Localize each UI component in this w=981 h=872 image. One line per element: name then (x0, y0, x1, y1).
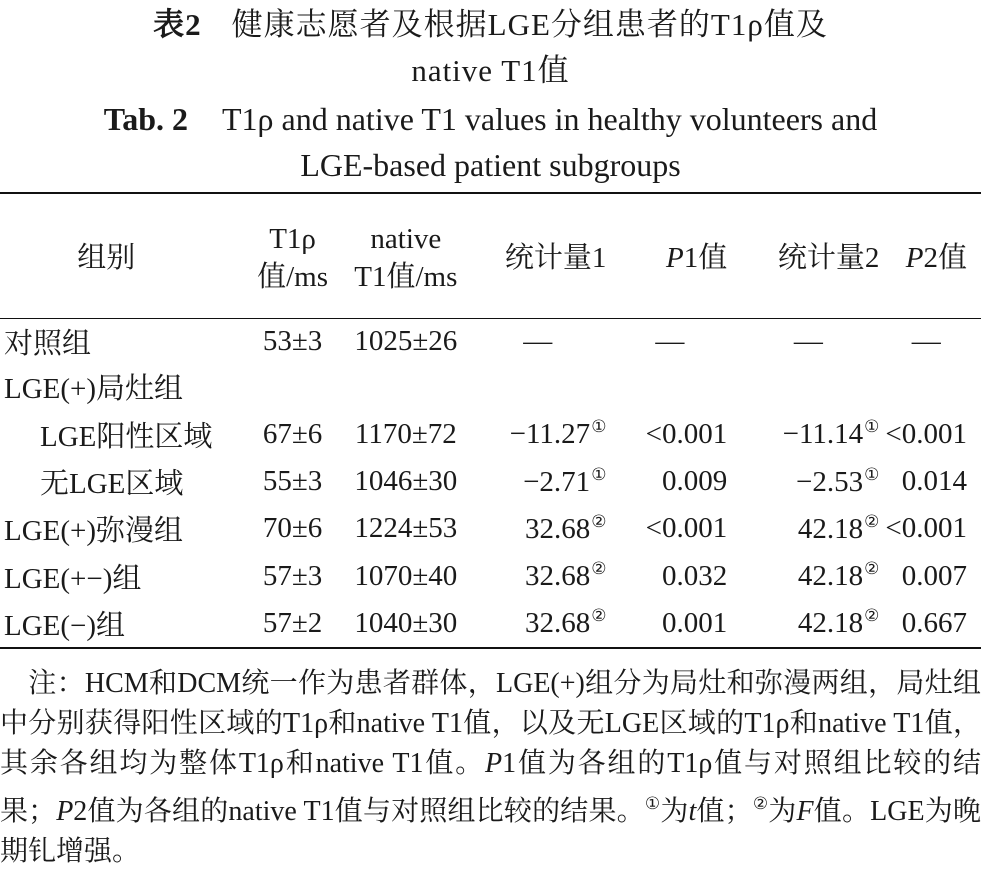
cell-native: 1046±30 (354, 465, 458, 498)
cell-stat1: — (523, 325, 553, 358)
note-part-e: 值； (696, 796, 753, 827)
cell-p1: <0.001 (645, 417, 728, 450)
header-group: 组别 (77, 242, 136, 274)
cell-p2: <0.001 (885, 417, 967, 450)
cell-stat1-value: 32.68 (524, 607, 591, 640)
header-p2-rest: 2值 (923, 242, 967, 274)
footnote-mark: ① (864, 417, 880, 437)
cell-p1: 0.001 (662, 606, 728, 639)
note-p1-italic: P (485, 748, 503, 779)
header-p2-italic: P (905, 242, 924, 274)
cell-t1rho: 70±6 (262, 512, 323, 545)
cell-p2: <0.001 (885, 512, 967, 545)
note-mark-1: ① (644, 794, 661, 813)
table-row-lge-positive-region (0, 411, 981, 458)
cell-t1rho: 57±3 (262, 559, 323, 592)
cell-t1rho: 55±3 (262, 465, 323, 498)
cell-native: 1070±40 (354, 559, 458, 592)
table-note (0, 664, 981, 872)
note-part-g: 值。LGE为晚期钆增强。 (0, 796, 981, 867)
footnote-mark: ② (864, 511, 880, 531)
cell-group-text: 无LGE区域 (40, 468, 184, 501)
header-p2 (885, 200, 981, 316)
header-p1-rest: 1值 (683, 242, 728, 274)
note-mark-2: ② (752, 794, 769, 813)
english-caption-text-1: T1ρ and native T1 values in healthy volunteers and (222, 101, 878, 137)
cell-stat2-value: −11.14 (782, 418, 864, 451)
english-caption (0, 96, 981, 188)
cell-native: 1170±72 (354, 417, 457, 450)
chinese-caption-line-1 (0, 2, 981, 48)
cell-stat2 (737, 600, 885, 647)
footnote-mark: ② (591, 559, 607, 579)
english-caption-line-1 (0, 96, 981, 142)
table-row-control (0, 316, 981, 363)
header-t1rho-line-1: T1ρ (269, 223, 316, 255)
note-part-a: 注：HCM和DCM统一作为患者群体，LGE(+)组分为局灶和弥漫两组，局灶组中分别获得阳性区域的T1ρ和native T1值，以及无LGE区域的T1ρ和native T1值，其余各组均为整体T1ρ和native T1值。 (0, 668, 981, 779)
footnote-mark: ① (591, 417, 607, 437)
header-p1-italic: P (666, 242, 684, 274)
cell-p2: 0.007 (901, 559, 967, 592)
footnote-mark: ① (864, 464, 880, 484)
note-p2-italic: P (56, 796, 74, 827)
results-table (0, 200, 981, 647)
cell-p1: — (655, 325, 685, 358)
cell-p1: 0.032 (662, 559, 728, 592)
header-native-line-2: T1值/ms (354, 261, 458, 293)
cell-stat2-value: 42.18 (797, 607, 864, 640)
cell-p2: — (911, 325, 941, 358)
table-top-rule (0, 192, 981, 194)
table-row-negative-group (0, 600, 981, 647)
footnote-mark: ② (864, 559, 880, 579)
note-part-f: 为 (768, 796, 797, 827)
footnote-mark: ② (591, 511, 607, 531)
header-native-line-1: native (370, 223, 442, 255)
cell-stat2: — (793, 325, 823, 358)
cell-group: LGE(+)局灶组 (4, 373, 184, 406)
header-statistic-2: 统计量2 (777, 242, 880, 274)
cell-native: 1040±30 (354, 606, 458, 639)
cell-stat2 (737, 411, 885, 458)
table-row-diffuse-group (0, 505, 981, 552)
footnote-mark: ② (591, 606, 607, 626)
cell-group-text: LGE阳性区域 (40, 420, 213, 453)
chinese-caption-text-2: native T1值 (411, 53, 570, 88)
cell-group: LGE(+−)组 (4, 562, 142, 595)
cell-t1rho: 67±6 (262, 417, 323, 450)
cell-native: 1224±53 (354, 512, 458, 545)
cell-group (0, 411, 243, 458)
footnote-mark: ② (864, 606, 880, 626)
note-part-c: 2值为各组的native T1值与对照组比较的结果。 (73, 796, 645, 827)
cell-t1rho: 57±2 (262, 606, 323, 639)
cell-stat2-value: 42.18 (797, 512, 864, 545)
header-native-t1 (343, 200, 469, 316)
cell-t1rho: 53±3 (262, 325, 323, 358)
cell-stat1-value: −2.71 (523, 465, 591, 498)
cell-stat1-value: 32.68 (524, 512, 591, 545)
cell-stat2-value: 42.18 (797, 560, 864, 593)
table-row-focal-group (0, 363, 981, 410)
cell-stat2 (737, 458, 885, 505)
note-t-italic: t (688, 796, 697, 827)
chinese-caption-label: 表2 (153, 7, 202, 42)
cell-group: LGE(−)组 (4, 609, 126, 642)
cell-p1: <0.001 (645, 512, 728, 545)
cell-group (0, 458, 243, 505)
chinese-caption (0, 0, 981, 94)
cell-stat1 (469, 505, 612, 552)
footnote-mark: ① (591, 464, 607, 484)
cell-stat1-value: 32.68 (524, 560, 591, 593)
cell-native: 1025±26 (354, 325, 458, 358)
cell-stat1-value: −11.27 (509, 418, 591, 451)
cell-stat2-value: −2.53 (796, 465, 864, 498)
cell-group: 对照组 (4, 328, 92, 361)
cell-p2: 0.667 (901, 606, 967, 639)
cell-group: LGE(+)弥漫组 (4, 515, 184, 548)
table-bottom-rule (0, 647, 981, 649)
chinese-caption-text-1: 健康志愿者及根据LGE分组患者的T1ρ值及 (231, 7, 828, 42)
english-caption-text-2: LGE-based patient subgroups (300, 147, 681, 183)
header-statistic-1: 统计量1 (504, 242, 607, 274)
table-row-plus-minus-group (0, 552, 981, 599)
cell-stat1 (469, 411, 612, 458)
cell-p2: 0.014 (901, 465, 967, 498)
header-t1rho (243, 200, 343, 316)
table-row-no-lge-region (0, 458, 981, 505)
header-p1 (612, 200, 737, 316)
cell-p1: 0.009 (662, 465, 728, 498)
english-caption-label: Tab. 2 (103, 101, 188, 137)
note-part-b: 1值为各组的T1ρ值与对照组比较的结果； (0, 748, 981, 827)
cell-stat1 (469, 552, 612, 599)
table-header-row (0, 200, 981, 316)
cell-stat1 (469, 600, 612, 647)
cell-stat1 (469, 458, 612, 505)
note-part-d: 为 (660, 796, 689, 827)
header-t1rho-line-2: 值/ms (257, 261, 329, 293)
table-note-text (0, 664, 981, 872)
note-f-italic: F (796, 796, 814, 827)
cell-stat2 (737, 552, 885, 599)
cell-stat2 (737, 505, 885, 552)
